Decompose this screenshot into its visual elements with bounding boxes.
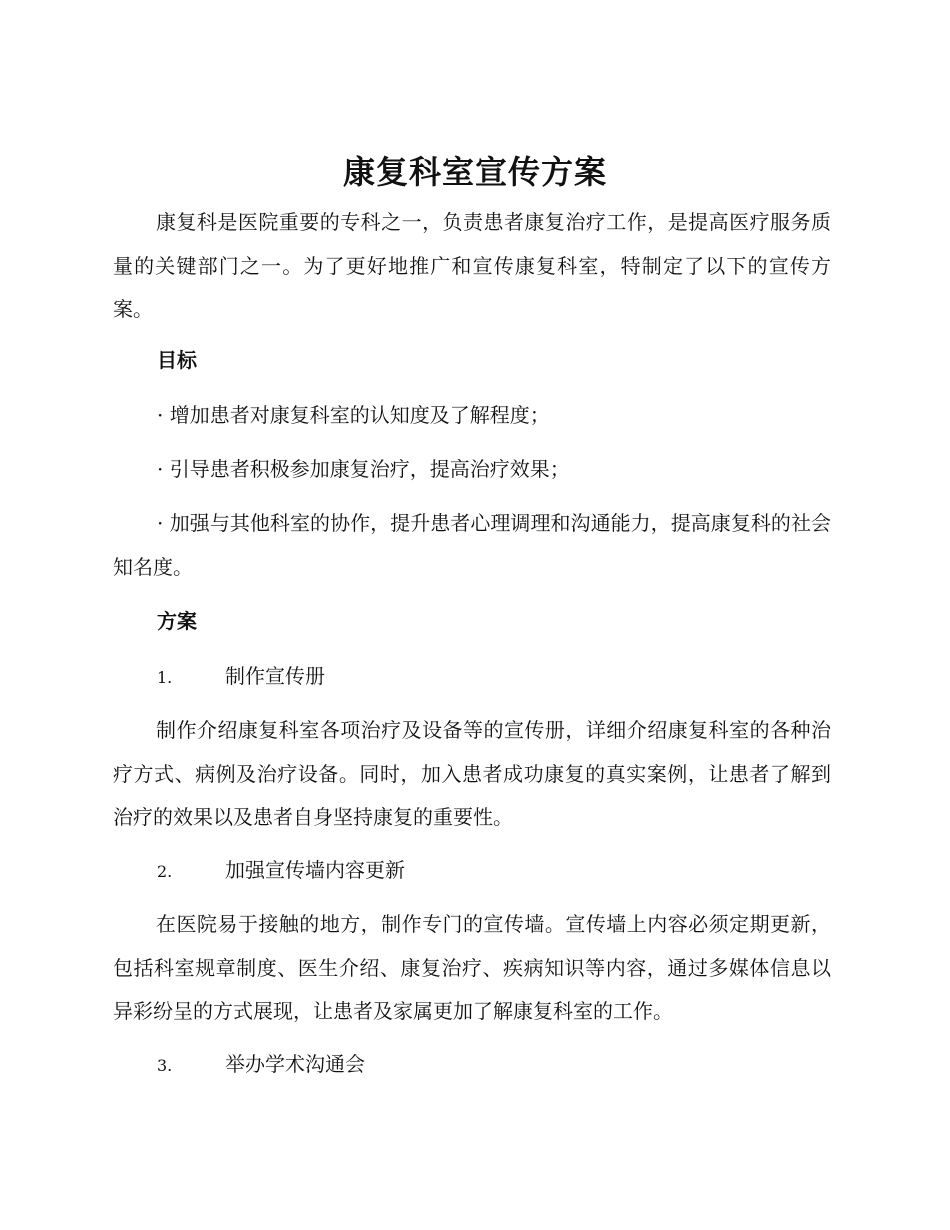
plan-item-1-title [157, 661, 325, 693]
plan-item-3-title [157, 1049, 365, 1081]
plan-item-1-label: 制作宣传册 [225, 664, 325, 688]
goals-heading: 目标 [157, 348, 197, 372]
goal-item-3: · 加强与其他科室的协作，提升患者心理调理和沟通能力，提高康复科的社会知名度。 [113, 511, 831, 579]
plan-item-3-number: 3. [157, 1056, 173, 1075]
plan-item-2-number: 2. [157, 862, 173, 881]
plan-heading: 方案 [157, 609, 197, 633]
goal-item-1: · 增加患者对康复科室的认知度及了解程度； [157, 403, 550, 427]
document-title: 康复科室宣传方案 [342, 153, 607, 191]
plan-item-2-label: 加强宣传墙内容更新 [225, 858, 405, 882]
intro-paragraph: 康复科是医院重要的专科之一，负责患者康复治疗工作，是提高医疗服务质量的关键部门之一。为了更好地推广和宣传康复科室，特制定了以下的宣传方案。 [113, 210, 831, 321]
plan-item-2-title [157, 855, 405, 887]
goal-item-2: · 引导患者积极参加康复治疗，提高治疗效果； [157, 457, 570, 481]
plan-item-2-body: 在医院易于接触的地方，制作专门的宣传墙。宣传墙上内容必须定期更新，包括科室规章制度、医生介绍、康复治疗、疾病知识等内容，通过多媒体信息以异彩纷呈的方式展现，让患者及家属更加了解康复科室的工作。 [113, 912, 831, 1023]
plan-item-3-label: 举办学术沟通会 [225, 1052, 365, 1076]
plan-item-1-number: 1. [157, 668, 173, 687]
plan-item-1-body: 制作介绍康复科室各项治疗及设备等的宣传册，详细介绍康复科室的各种治疗方式、病例及治疗设备。同时，加入患者成功康复的真实案例，让患者了解到治疗的效果以及患者自身坚持康复的重要性。 [113, 718, 831, 829]
